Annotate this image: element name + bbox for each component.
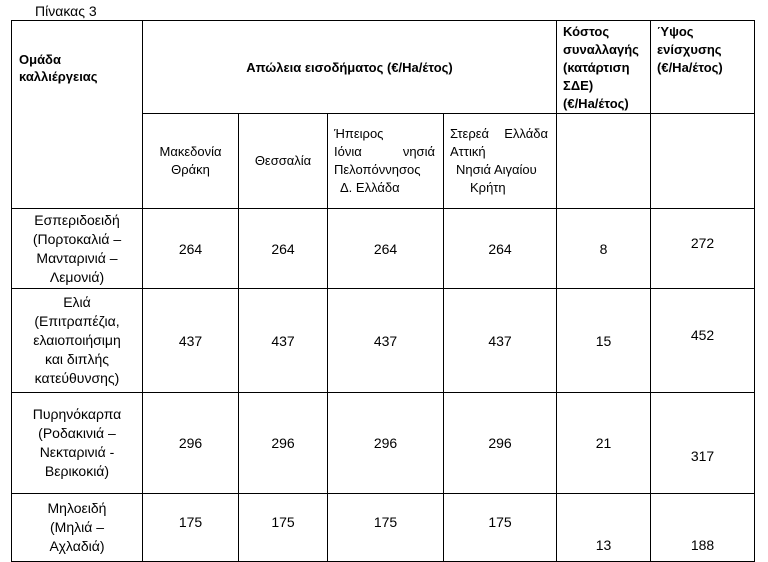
- value-cell: 175: [328, 494, 444, 562]
- value-cell: 175: [143, 494, 239, 562]
- region-line: Θράκη: [171, 162, 210, 177]
- crop-line: Αχλαδιά): [49, 538, 105, 554]
- transaction-cost-header-line: (€/Ha/έτος): [563, 96, 629, 111]
- crop-line: (Μηλιά –: [50, 519, 104, 535]
- crop-line: Λεμονιά): [49, 268, 105, 285]
- crop-line: ελαιοποιήσιμη: [33, 332, 121, 348]
- value-cell: 437: [444, 289, 557, 393]
- crop-line: (Επιτραπέζια,: [34, 313, 120, 329]
- transaction-cost-header-line: Κόστος: [563, 24, 610, 39]
- crop-line: Βερικοκιά): [44, 463, 110, 479]
- header-row: [12, 21, 755, 114]
- crop-line: (Πορτοκαλιά –: [32, 230, 122, 247]
- table-row: [12, 393, 755, 494]
- region-epirus: [328, 114, 444, 209]
- support-level-header-line: ενίσχυσης: [657, 42, 722, 57]
- cost-cell: 21: [557, 393, 651, 494]
- crop-line: Νεκταρινιά -: [39, 444, 115, 460]
- region-thessaly: Θεσσαλία: [239, 114, 328, 209]
- transaction-cost-header-line: (κατάρτιση: [563, 60, 630, 75]
- table-row: [12, 494, 755, 562]
- support-level-header-line: (€/Ha/έτος): [657, 60, 723, 75]
- support-cell: 188: [651, 494, 755, 562]
- region-line: [334, 143, 435, 161]
- value-cell: 175: [239, 494, 328, 562]
- crop-olive: [12, 289, 143, 393]
- transaction-cost-header-line: ΣΔΕ): [563, 78, 594, 93]
- crop-citrus: [12, 209, 143, 289]
- region-line: Ήπειρος: [334, 126, 384, 141]
- support-level-header: [651, 21, 755, 114]
- value-cell: 264: [444, 209, 557, 289]
- region-line: Νησιά Αιγαίου: [456, 162, 537, 177]
- crop-pome-fruit: [12, 494, 143, 562]
- region-line: Αττική: [450, 144, 486, 159]
- region-line: Πελοπόννησος: [334, 162, 421, 177]
- crop-group-header-line: καλλιέργειας: [19, 68, 98, 84]
- region-line: Μακεδονία: [159, 144, 222, 159]
- value-cell: 264: [143, 209, 239, 289]
- crop-line: Μανταρινιά –: [36, 249, 118, 266]
- value-cell: 296: [328, 393, 444, 494]
- support-cell: 452: [651, 289, 755, 393]
- cost-cell: 8: [557, 209, 651, 289]
- crop-line: Μηλοειδή: [47, 500, 107, 516]
- value-cell: 296: [239, 393, 328, 494]
- region-word: Ελλάδα: [504, 126, 549, 141]
- value-cell: 175: [444, 494, 557, 562]
- support-cell: 272: [651, 209, 755, 289]
- cost-cell: 15: [557, 289, 651, 393]
- table-row: [12, 289, 755, 393]
- support-level-header-line: Ύψος: [657, 24, 694, 39]
- transaction-cost-header: [557, 21, 651, 114]
- crop-group-header-line: Ομάδα: [19, 51, 61, 67]
- support-table: [11, 20, 755, 562]
- region-line: Κρήτη: [470, 180, 506, 195]
- value-cell: 296: [143, 393, 239, 494]
- transaction-cost-header-line: συναλλαγής: [563, 42, 639, 57]
- region-word: Ιόνια: [334, 144, 362, 159]
- income-loss-header: Απώλεια εισοδήματος (€/Ha/έτος): [143, 21, 557, 114]
- crop-line: Εσπεριδοειδή: [34, 211, 120, 228]
- crop-line: Ελιά: [63, 294, 91, 310]
- region-word: Στερεά: [450, 126, 490, 141]
- region-macedonia-thrace: [143, 114, 239, 209]
- value-cell: 437: [143, 289, 239, 393]
- empty-cell: [557, 114, 651, 209]
- empty-cell: [651, 114, 755, 209]
- crop-line: και διπλής: [44, 351, 110, 367]
- table-caption: Πίνακας 3: [35, 3, 97, 19]
- support-cell: 317: [651, 393, 755, 494]
- region-line: [450, 125, 548, 143]
- region-word: νησιά: [402, 144, 435, 159]
- crop-stone-fruit: [12, 393, 143, 494]
- cost-cell: 13: [557, 494, 651, 562]
- region-line: Δ. Ελλάδα: [340, 180, 400, 195]
- value-cell: 437: [239, 289, 328, 393]
- value-cell: 437: [328, 289, 444, 393]
- crop-line: Πυρηνόκαρπα: [32, 406, 122, 422]
- value-cell: 296: [444, 393, 557, 494]
- value-cell: 264: [239, 209, 328, 289]
- crop-line: κατεύθυνσης): [34, 370, 120, 386]
- crop-group-header: [12, 21, 143, 209]
- table-row: [12, 209, 755, 289]
- region-sterea: [444, 114, 557, 209]
- value-cell: 264: [328, 209, 444, 289]
- crop-line: (Ροδακινιά –: [38, 425, 116, 441]
